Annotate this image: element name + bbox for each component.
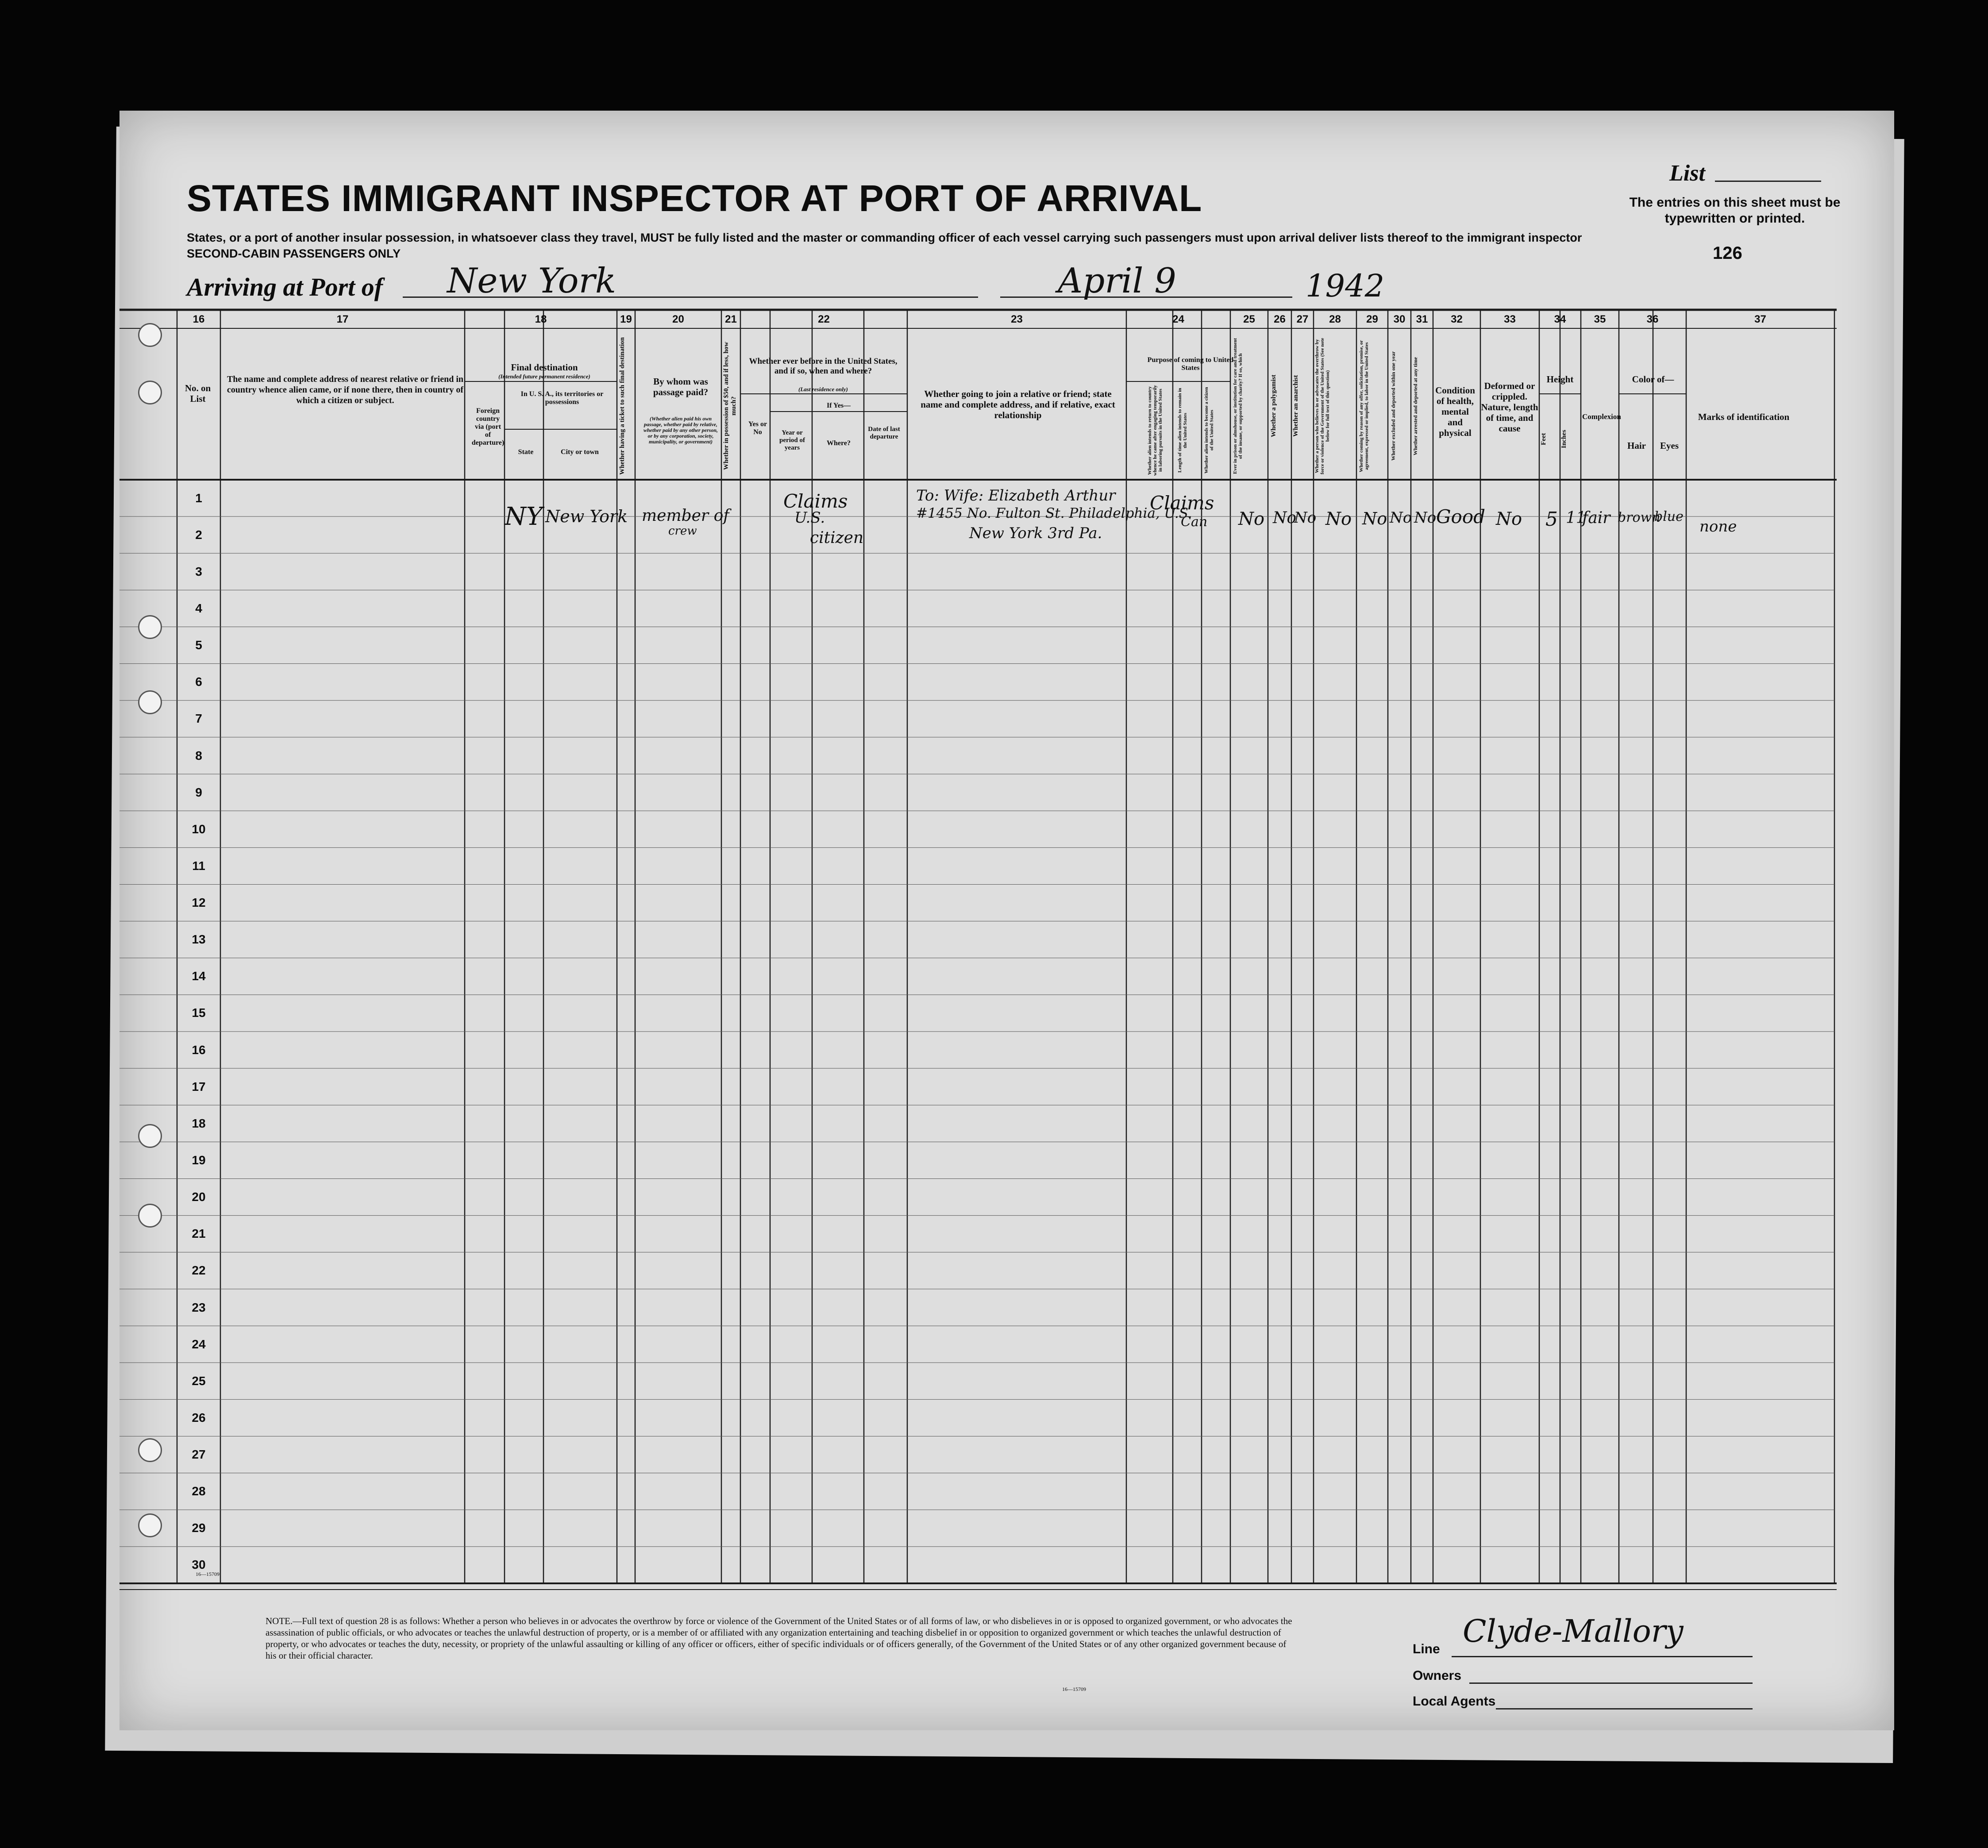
entry-1-q30: No	[1390, 509, 1412, 527]
column-number: 17	[336, 313, 349, 325]
column-number: 35	[1594, 313, 1606, 325]
col-20-note: (Whether alien paid his own passage, whether paid by relative, whether paid by any other person, or by any corporation, society, municipality, or government)	[643, 416, 718, 445]
page-number: 126	[1713, 243, 1742, 263]
form-code-bottom: 16—15709	[1062, 1686, 1086, 1692]
column-number: 34	[1554, 313, 1566, 325]
entry-1-city: New York	[545, 507, 628, 526]
usa-header: In U. S. A., its territories or possessions	[520, 390, 604, 406]
column-number: 16	[193, 313, 205, 325]
entry-1-passage-2: crew	[668, 524, 697, 538]
row-number: 20	[192, 1190, 206, 1204]
entry-1-eyes: blue	[1654, 509, 1684, 524]
entry-1-before-2: U.S.	[794, 509, 825, 527]
entry-1-hair: brown	[1618, 510, 1661, 525]
purpose-a-header: Whether alien intends to return to country whence he came after engaging temporarily in laboring pursuits in the United States	[1147, 385, 1163, 476]
col-31-header: Whether arrested and deported at any time	[1412, 357, 1418, 455]
column-number: 31	[1416, 313, 1428, 325]
entry-1-feet: 5	[1545, 508, 1558, 531]
column-number: 22	[818, 313, 830, 325]
arriving-label: Arriving at Port of	[187, 273, 383, 301]
entry-1-q27: No	[1294, 509, 1317, 527]
foreign-header: Foreign country via (port of departure)	[471, 407, 505, 447]
col-17-header: The name and complete address of nearest relative or friend in country whence alien came, or if none there, then in country of which a citizen or subject.	[227, 374, 464, 405]
punch-hole	[138, 690, 162, 714]
col-26-header: Whether a polygamist	[1270, 374, 1277, 438]
row-number: 1	[195, 491, 202, 505]
row-number: 26	[192, 1410, 206, 1424]
agents-underline	[1496, 1708, 1753, 1709]
row-number: 25	[192, 1374, 206, 1388]
yes-no-header: Yes or No	[748, 420, 767, 436]
line-handwritten: Clyde-Mallory	[1463, 1613, 1684, 1649]
row-number: 10	[192, 822, 206, 836]
col-30-header: Whether excluded and deported within one year	[1390, 351, 1396, 461]
entry-1-inches: 11	[1566, 509, 1586, 527]
entry-1-q26: No	[1273, 509, 1297, 527]
column-number: 18	[535, 313, 547, 325]
row-number: 21	[192, 1227, 206, 1241]
where-header: Where?	[827, 439, 851, 447]
row-number: 17	[192, 1079, 206, 1093]
purpose-c-header: Whether alien intends to become a citizen of the United States	[1204, 387, 1214, 474]
col-35-header: Complexion	[1582, 412, 1621, 421]
column-number: 21	[725, 313, 737, 325]
row-number: 15	[192, 1006, 206, 1020]
row-number: 2	[195, 527, 202, 542]
col-36-header: Color of—	[1632, 374, 1674, 385]
column-number: 37	[1754, 313, 1766, 325]
port-handwritten: New York	[447, 261, 616, 301]
col-33-header: Deformed or crippled. Nature, length of time, and cause	[1481, 381, 1538, 434]
column-number: 36	[1646, 313, 1659, 325]
row-number: 16	[192, 1043, 206, 1057]
list-label: List	[1669, 161, 1705, 186]
line-label: Line	[1413, 1642, 1440, 1656]
row-number: 14	[192, 969, 206, 983]
punch-hole	[138, 381, 162, 404]
col-32-header: Condition of health, mental and physical	[1435, 385, 1475, 438]
row-number: 13	[192, 932, 206, 947]
column-number: 33	[1504, 313, 1516, 325]
column-number: 32	[1451, 313, 1463, 325]
row-number: 12	[192, 896, 206, 910]
col-29-header: Whether coming by reason of any offer, solicitation, promise, or agreement, expressed or implied, to labor in the United States	[1359, 340, 1369, 472]
row-number: 6	[195, 675, 202, 689]
row-number: 9	[195, 785, 202, 799]
column-number: 26	[1274, 313, 1286, 325]
row-number: 24	[192, 1337, 206, 1351]
entry-1-health: Good	[1436, 506, 1486, 527]
punch-hole	[138, 323, 162, 347]
entry-1-join-2: #1455 No. Fulton St. Philadelphia, U.S.	[916, 505, 1192, 521]
col-24-header: Purpose of coming to United States	[1147, 356, 1234, 372]
class-label: SECOND-CABIN PASSENGERS ONLY	[187, 247, 401, 260]
col-16-header: No. on List	[185, 383, 211, 404]
owners-label: Owners	[1413, 1668, 1462, 1683]
feet-header: Feet	[1540, 433, 1547, 446]
entry-1-passage: member of	[642, 507, 729, 525]
entry-1-purpose-1: Claims	[1150, 492, 1214, 514]
col-34-header: Height	[1546, 374, 1574, 385]
if-yes-header: If Yes—	[826, 402, 851, 409]
state-header: State	[518, 448, 534, 456]
column-number: 23	[1011, 313, 1023, 325]
row-number: 8	[195, 748, 202, 762]
entry-1-before-1: Claims	[783, 490, 848, 512]
years-header: Year or period of years	[779, 429, 805, 451]
inches-header: Inches	[1560, 430, 1568, 449]
line-underline	[1452, 1656, 1753, 1657]
entry-1-q25: No	[1238, 509, 1265, 529]
entry-1-before-3: citizen	[810, 529, 864, 547]
col-28-header: Whether a person who believes in or advocates the overthrow by force or violence of the Government of the United States (See note below for full text of this question)	[1314, 338, 1330, 474]
eyes-header: Eyes	[1660, 440, 1679, 451]
col-25-header: Ever in prison or almshouse, or institution for care and treatment of the insane, or supported by charity? If so, which	[1233, 338, 1243, 474]
punch-hole	[138, 615, 162, 639]
row-number: 7	[195, 712, 202, 726]
col-18-note: (Intended future permanent residence)	[498, 373, 590, 380]
row-number: 3	[195, 564, 202, 578]
owners-underline	[1469, 1682, 1753, 1684]
row-number: 22	[192, 1263, 206, 1278]
row-number: 4	[195, 601, 202, 615]
column-number: 30	[1393, 313, 1406, 325]
entry-1-marks: none	[1699, 518, 1737, 535]
date-handwritten: April 9	[1058, 261, 1176, 301]
city-header: City or town	[561, 448, 599, 456]
row-number: 27	[192, 1448, 206, 1462]
col-18-header: Final destination	[511, 362, 578, 373]
hair-header: Hair	[1627, 440, 1646, 451]
entry-1-q31: No	[1414, 509, 1437, 527]
entry-1-q29: No	[1362, 509, 1387, 528]
col-21-header: Whether in possession of $50, and if less, how much?	[723, 342, 737, 470]
col-37-header: Marks of identification	[1698, 412, 1790, 422]
question-28-note: NOTE.—Full text of question 28 is as follows: Whether a person who believes in or advocates the overthrow by force or violence of the Government of the United States or of all forms of law, or who disbelieves in or is opposed to organized government, or who advocates the assassination of public officials, or who advocates or teaches the unlawful destruction of property, or is a member of or affiliated with any organization entertaining and teaching disbelief in or opposition to organized government or which teaches the unlawful destruction of property, or who advocates or teaches the duty, necessity, or propriety of the unlawful assaulting or killing of any officer or officers, either of specific individuals or of officers generally, of the Government of the United States or of any other organized government because of his or their official character.	[266, 1616, 1292, 1661]
row-number: 18	[192, 1116, 206, 1130]
row-number: 19	[192, 1153, 206, 1167]
column-number: 19	[620, 313, 632, 325]
entry-1-complexion: fair	[1582, 509, 1610, 527]
col-20-header: By whom was passage paid?	[653, 376, 709, 397]
page-title: STATES IMMIGRANT INSPECTOR AT PORT OF ARRIVAL	[187, 177, 1202, 219]
punch-hole	[138, 1124, 162, 1148]
entry-1-join-1: To: Wife: Elizabeth Arthur	[916, 487, 1116, 504]
col-23-header: Whether going to join a relative or friend; state name and complete address, and if relative, exact relationship	[921, 389, 1115, 420]
row-number: 29	[192, 1521, 206, 1535]
agents-label: Local Agents	[1413, 1694, 1496, 1709]
punch-hole	[138, 1438, 162, 1462]
entry-1-state: NY	[505, 502, 543, 531]
punch-hole	[138, 1204, 162, 1228]
column-number: 25	[1243, 313, 1255, 325]
row-number: 30	[192, 1558, 206, 1572]
row-number: 5	[195, 638, 202, 652]
entry-1-join-3: New York 3rd Pa.	[969, 524, 1102, 542]
purpose-b-header: Length of time alien intends to remain in the United States	[1177, 388, 1188, 473]
row-number: 23	[192, 1300, 206, 1314]
col-19-header: Whether having a ticket to such final destination	[619, 337, 626, 475]
row-number: 11	[192, 859, 205, 873]
entry-1-q28: No	[1325, 509, 1352, 529]
column-number: 28	[1329, 313, 1341, 325]
column-number: 27	[1296, 313, 1309, 325]
table-grid	[119, 111, 1894, 1730]
column-number: 24	[1172, 313, 1184, 325]
typewritten-notice: The entries on this sheet must be typewritten or printed.	[1629, 195, 1841, 226]
page-subtitle: States, or a port of another insular possession, in whatsoever class they travel, MUST be fully listed and the master or commanding officer of each vessel carrying such passengers must upon arrival deliver lists thereof to the immigrant inspector	[187, 231, 1582, 244]
row-number: 28	[192, 1484, 206, 1498]
date-dep-header: Date of last departure	[868, 426, 900, 440]
column-number: 20	[672, 313, 684, 325]
entry-1-purpose-2: Can	[1181, 514, 1208, 530]
entry-1-deformed: No	[1496, 509, 1522, 529]
form-code-left: 16—15709	[196, 1571, 220, 1577]
col-22-header: Whether ever before in the United States, and if so, when and where?	[749, 357, 898, 376]
punch-hole	[138, 1513, 162, 1537]
year-handwritten: 1942	[1306, 268, 1385, 304]
manifest-sheet	[119, 111, 1894, 1730]
col-27-header: Whether an anarchist	[1292, 375, 1299, 437]
column-number: 29	[1366, 313, 1378, 325]
col-22-note: (Last residence only)	[798, 386, 848, 393]
